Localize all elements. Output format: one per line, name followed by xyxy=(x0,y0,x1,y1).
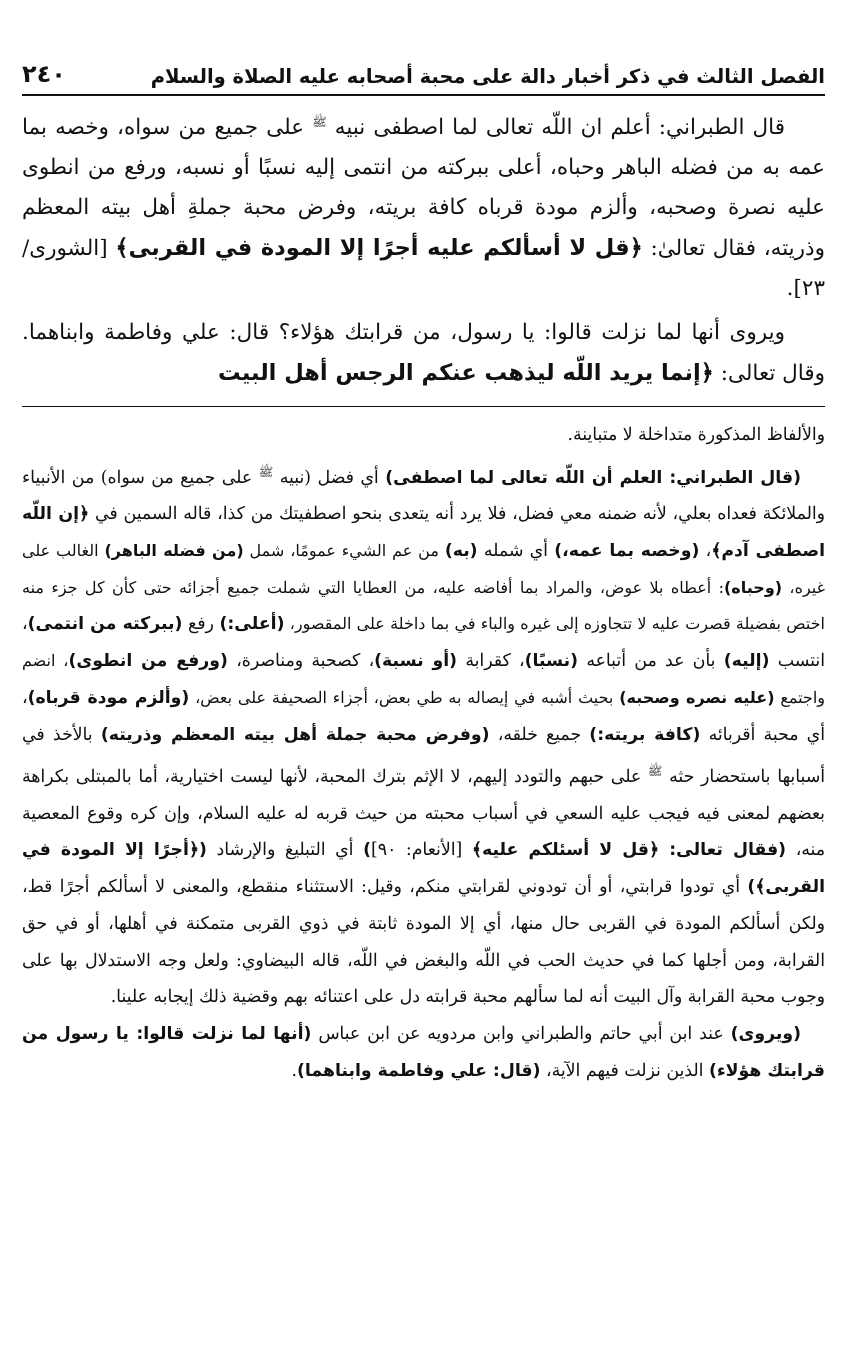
commentary-paragraph-1: والألفاظ المذكورة متداخلة لا متباينة. xyxy=(567,425,825,446)
salawat-symbol: ﷺ xyxy=(258,464,274,479)
salawat-symbol: ﷺ xyxy=(647,764,663,779)
header-rule xyxy=(22,94,825,96)
main-paragraph-2: ويروى أنها لما نزلت قالوا: يا رسول، من قرابتك هؤلاء؟ قال: علي وفاطمة وابناهما. وقال تعالى: ﴿إنما يريد اللّه ليذهب عنكم الرجس أهل البيت xyxy=(22,320,825,387)
quran-quote: ﴿قل لا أسألكم عليه أجرًا إلا المودة في القربى﴾ xyxy=(115,235,643,262)
book-page xyxy=(22,44,825,1344)
commentary-paragraph-2: (قال الطبراني: العلم أن اللّه تعالى لما اصطفى) أي فضل (نبيه $^ﷺ$ على جميع من سواه) من الأنبياء والملائكة فعداه بعلي، لأنه ضمنه معي فضل، فلا يرد أنه يتعدى بنحو اصطفيتك من كذا، قاله السمين في ﴿إن اللّه اصطفى آدم﴾، (وخصه بما عمه،) أي شمله (به) من عم الشيء عمومًا، شمل (من فضله الباهر) الغالب على غيره، (وحباه): أعطاه بلا عوض، والمراد بما أفاضه عليه، من العطايا التي شملت جميع أجزائه حتى كأن كل جزء منه اختص بفضيلة قصرت عليه لا تتجاوزه إلى غيره والباء في بما داخلة على المقصور، (أعلى:) رفع (ببركته من انتمى)، انتسب (إليه) بأن عد من أتباعه (نسبًا)، كقرابة (أو نسبة)، كصحبة ومناصرة، (ورفع من انطوى)، انضم واجتمع (عليه نصره وصحبه) بحيث أشبه في إيصاله به طي بعض، أجزاء الصحيفة على بعض، (وألزم مودة قرباه)، أي محبة أقربائه (كافة بريته:) جميع خلقه، (وفرض محبة جملة أهل بيته المعظم وذريته) بالأخذ في أسبابها باستحضار حثه $^ﷺ$ على حبهم والتودد إليهم، لا الإثم بترك المحبة، لأنها ليست اختيارية، أما بالمبتلى بكراهة بعضهم لمعنى فيه فيجب عليه السعي في أسباب محبته من حيث قربه له عليه السلام، وإن كره وقوع المعصية منه، (فقال تعالى: ﴿قل لا أسئلكم عليه﴾ [الأنعام: ٩٠]) أي التبليغ والإرشاد (﴿أجرًا إلا المودة في القربى﴾) أي تودوا قرابتي، أو أن تودوني لقرابتي منكم، وقيل: الاستثناء منقطع، والمعنى لا أسألكم أجرًا قط، ولكن أسألكم المودة في القربى حال منها، أي إلا المودة ثابتة في ذوي القربى متمكنة في أهلها، أو في حق القرابة، ومن أجلها كما في حديث الحب في اللّه والبغض في اللّه، قاله البيضاوي: ولعل وجه الاستدلال بها على وجوب محبة القرابة وآل البيت أنه لما سألهم محبة قرابته دل على اعتنائه بهم وقضية ذلك إيجابه علينا. xyxy=(22,464,826,1008)
main-paragraph-1: قال الطبراني: أعلم ان اللّه تعالى لما اصطفى نبيه $^ﷺ$ على جميع من سواه، وخصه بما عمه به من فضله الباهر وحباه، أعلى ببركته من انتمى إليه نسبًا أو نسبه، ورفع من انطوى عليه نصرة وصحبه، وألزم مودة قرباه كافة بريته، وفرض محبة جملةِ أهل بيته المعظم وذريته، فقال تعالىٰ: ﴿قل لا أسألكم عليه أجرًا إلا المودة في القربى﴾ [الشورى/٢٣]. xyxy=(22,115,825,302)
chapter-title: الفصل الثالث في ذكر أخبار دالة على محبة أصحابه عليه الصلاة والسلام xyxy=(150,65,825,88)
commentary-text xyxy=(22,417,825,1089)
page-number: ٢٤٠ xyxy=(22,60,66,88)
quran-quote: ﴿إنما يريد اللّه ليذهب عنكم الرجس أهل البيت xyxy=(218,360,714,387)
main-text xyxy=(22,102,825,394)
running-header xyxy=(22,44,825,94)
commentary-paragraph-3: (ويروى) عند ابن أبي حاتم والطبراني وابن مردويه عن ابن عباس (أنها لما نزلت قالوا: يا رسول من قرابتك هؤلاء) الذين نزلت فيهم الآية، (قال: علي وفاطمة وابناهما). xyxy=(22,1023,825,1081)
salawat-symbol: ﷺ xyxy=(312,115,327,129)
separator-rule xyxy=(22,406,825,407)
